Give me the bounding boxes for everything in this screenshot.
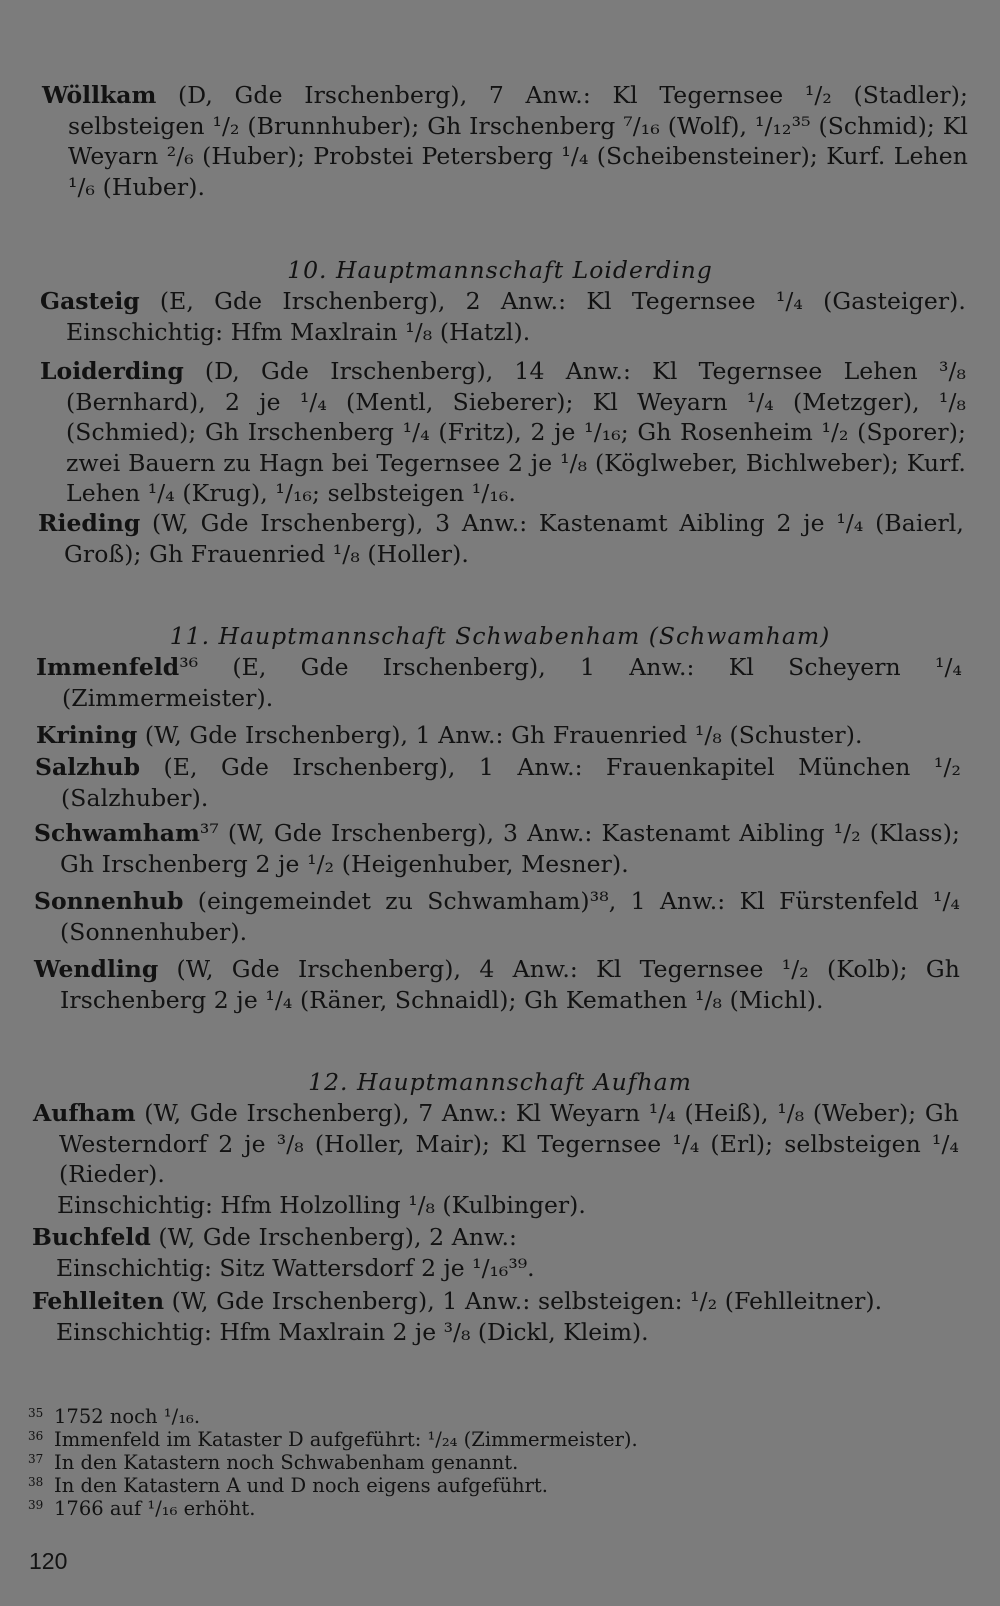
footnote-text: In den Katastern noch Schwabenham genannt. [54,1451,519,1474]
place-name: Fehlleiten [32,1287,165,1315]
entry-text: (D, Gde Irschenberg), 7 Anw.: Kl Tegernsee ¹/₂ (Stadler); selbsteigen ¹/₂ (Brunnhuber); Gh Irschenberg ⁷/₁₆ (Wolf), ¹/₁₂³⁵ (Schmid); Kl Weyarn ²/₆ (Huber); Probstei Petersberg ¹/₄ (Scheibensteiner); Kurf. Lehen ¹/₆ (Huber). [68,81,968,201]
page-number: 120 [29,1548,68,1574]
place-name: Immenfeld [36,653,180,681]
place-name: Aufham [33,1099,136,1127]
footnote-number: 35 [28,1406,44,1420]
footnote-text: 1766 auf ¹/₁₆ erhöht. [54,1497,256,1520]
continuation-line: Einschichtig: Sitz Wattersdorf 2 je ¹/₁₆³⁹. [56,1254,535,1282]
entry-text: (E, Gde Irschenberg), 1 Anw.: Frauenkapitel München ¹/₂ (Salzhuber). [61,753,961,812]
entry-aufham [33,1098,959,1190]
entry-krining [36,720,962,751]
entry-text: ³⁶ (E, Gde Irschenberg), 1 Anw.: Kl Scheyern ¹/₄ (Zimmermeister). [62,653,962,712]
footnote-text: In den Katastern A und D noch eigens aufgeführt. [54,1474,548,1497]
continuation-line: Einschichtig: Hfm Holzolling ¹/₈ (Kulbinger). [57,1191,586,1219]
entry-text: (E, Gde Irschenberg), 2 Anw.: Kl Tegernsee ¹/₄ (Gasteiger). Einschichtig: Hfm Maxlrain ¹/₈ (Hatzl). [66,287,966,346]
entry-schwamham [34,818,960,879]
entry-sonnenhub [34,886,960,947]
entry-text: (W, Gde Irschenberg), 3 Anw.: Kastenamt Aibling 2 je ¹/₄ (Baierl, Groß); Gh Frauenried ¹/₈ (Holler). [64,509,964,568]
place-name: Wendling [34,955,159,983]
place-name: Schwamham [34,819,200,847]
entry-salzhub [35,752,961,813]
place-name: Wöllkam [42,81,157,109]
entry-text: (W, Gde Irschenberg), 7 Anw.: Kl Weyarn ¹/₄ (Heiß), ¹/₈ (Weber); Gh Westerndorf 2 je ³/₈ (Holler, Mair); Kl Tegernsee ¹/₄ (Erl); selbsteigen ¹/₄ (Rieder). [59,1099,959,1188]
place-name: Rieding [38,509,141,537]
entry-fehlleiten [32,1286,958,1317]
footnote-number: 39 [28,1498,44,1512]
entry-gasteig [40,286,966,347]
place-name: Salzhub [35,753,141,781]
entry-text: ³⁷ (W, Gde Irschenberg), 3 Anw.: Kastenamt Aibling ¹/₂ (Klass); Gh Irschenberg 2 je ¹/₂ (Heigenhuber, Mesner). [60,819,960,878]
entry-wendling [34,954,960,1015]
entry-woellkam [42,80,968,202]
continuation-line: Einschichtig: Hfm Maxlrain 2 je ³/₈ (Dickl, Kleim). [56,1318,649,1346]
section-heading-10: 10. Hauptmannschaft Loiderding [287,256,713,284]
place-name: Buchfeld [32,1223,151,1251]
footnote-text: 1752 noch ¹/₁₆. [54,1405,201,1428]
footnote-number: 37 [28,1452,44,1466]
entry-text: (W, Gde Irschenberg), 4 Anw.: Kl Tegernsee ¹/₂ (Kolb); Gh Irschenberg 2 je ¹/₄ (Räner, Schnaidl); Gh Kemathen ¹/₈ (Michl). [60,955,960,1014]
footnote-text: Immenfeld im Kataster D aufgeführt: ¹/₂₄ (Zimmermeister). [54,1428,638,1451]
place-name: Sonnenhub [34,887,184,915]
entry-loiderding [40,356,966,509]
entry-immenfeld [36,652,962,713]
place-name: Loiderding [40,357,184,385]
entry-buchfeld [32,1222,958,1253]
place-name: Gasteig [40,287,140,315]
footnote-number: 36 [28,1429,44,1443]
entry-text: (W, Gde Irschenberg), 1 Anw.: selbsteigen: ¹/₂ (Fehlleitner). [164,1287,883,1315]
entry-text: (eingemeindet zu Schwamham)³⁸, 1 Anw.: Kl Fürstenfeld ¹/₄ (Sonnenhuber). [60,887,960,946]
entry-text: (D, Gde Irschenberg), 14 Anw.: Kl Tegernsee Lehen ³/₈ (Bernhard), 2 je ¹/₄ (Mentl, Sieberer); Kl Weyarn ¹/₄ (Metzger), ¹/₈ (Schmied); Gh Irschenberg ¹/₄ (Fritz), 2 je ¹/₁₆; Gh Rosenheim ¹/₂ (Sporer); zwei Bauern zu Hagn bei Tegernsee 2 je ¹/₈ (Köglweber, Bichlweber); Kurf. Lehen ¹/₄ (Krug), ¹/₁₆; selbsteigen ¹/₁₆. [66,357,966,507]
section-heading-11: 11. Hauptmannschaft Schwabenham (Schwamham) [169,622,831,650]
section-heading-12: 12. Hauptmannschaft Aufham [308,1068,692,1096]
footnote [28,1494,255,1520]
footnote-number: 38 [28,1475,44,1489]
entry-text: (W, Gde Irschenberg), 2 Anw.: [150,1223,518,1251]
entry-rieding [38,508,964,569]
entry-text: (W, Gde Irschenberg), 1 Anw.: Gh Frauenried ¹/₈ (Schuster). [137,721,863,749]
place-name: Krining [36,721,138,749]
